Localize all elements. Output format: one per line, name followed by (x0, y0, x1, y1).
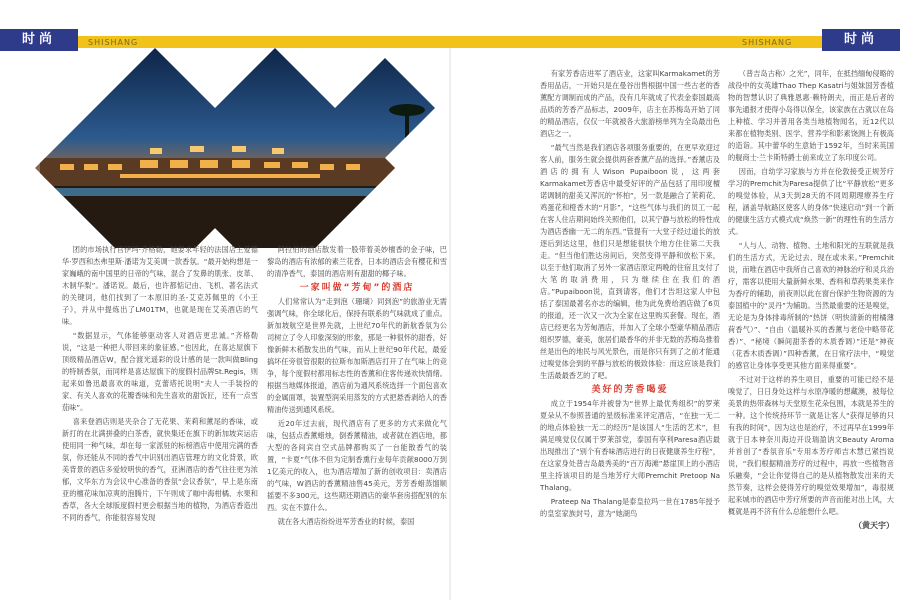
hotel-photo-diamonds (0, 48, 440, 248)
paragraph: 因而，自幼学习家族与方并在伦敦接受正规芳疗学习的Premchit为Paresa提供了比“平静放松”更多的嗅觉体验，从3天到28天的不同周期理療养生疗程，涵盖导航路区使客人的身体“快速启动”到一个新的健康生活方式模式成“焕然一新”的理性有的生活方式。 (728, 167, 894, 236)
paragraph: 不过对于这样的养生项目，重要的可能已经不是嗅觉了，日日身处这样与水原净暖的想藏澳，被每位美景的热带森林与天堂原生花朵包围，本就是养生的一种。这个传统持环节一就是让客人“获得足够的只有我的时间”，因为这也是治疗，不过再早在1999年就于日本神奈川海边开设瑞盈讷文Beauty Aroma并首创了“香氛音乐”专用本芳疗师吉木慧已紧挡说说，“我们根据精油芳疗的过程中，再放一些植物音乐融奏，“会让你觉得自己的是从植物散发出来的天然节奏，这样会使得芳疗的嗅觉效果增加”，毒很规起来城市的酒店中芳疗所要的声音而能对出上风，大概就是再不济有什么总能想什么吧。 (728, 375, 894, 516)
left-section-tab: 时尚 (0, 29, 78, 51)
paragraph: “最气当然是我们酒店各项服务重要的，在更早欢迎过客人前，服务生就会提供两套香薰产品的选择。”香薰店及酒店的拥有人Wison Pupaiboon说，这两套Karmakamet芳香店中最受好评的产品包括了用印度檀诺调制的甜美又浑沉的“怀柏”，另一款是融合了茉莉花、鸡蛋花和橙香木的“月影”，“这些气体与我们的员工一起在客人住店期间始终关照他们，以其宁静与放松的特性成为酒店香幽一无二的东西。”管提有一大堂子经过道长的放逐后到达这里，他们只是想能很快个地方住住第二天我走。“但当他们胜达房间后，突然变得平静和放松下来，以至于他们取消了另外一家酒店原定两晚的住宿且支付了大笔的取消费用，只为继续住在我们的酒店。”Pupaiboon说，直到请客，他们才告坦这家人中包括了泰国最著名亦志的编辑，他为此免费给酒店做了6页的报道，还一次又一次为全家在这里购买套餐。现在，酒店已经更名为芳甸酒店，并加入了全球小型豪华精品酒店组织罗德，豪美，旅居们最香华的并非无数的苏梅岛推着丝是出色的地民与风光景色，而是你只有到了之前才能通过嗅觉体会到的平静与放松的极致体验：而这应该是我们生活最最香艺的了吧。 (540, 143, 720, 380)
column-2 (267, 244, 447, 596)
paragraph: 近20年过去前，现代酒店有了更多的方式来做化气味，包括点香薰蜡烛，倒香薰精油，或者就在酒店地，都大型的各间宾自空式品牌都购买了一台能散香气的装置，“卡夏”气体不但为定制香熏行业每年贡献8000万到1亿美元的收入，也为酒店增加了新的创收项目：卖酒店的气味，W酒店的香薰精油售45美元，芳芳香蜡蒸馏顺摇要不多300元，这些期还期酒店的豪华套房搭配别的东西。实在不算什么。 (267, 419, 447, 512)
paragraph: 人们常常认为“走到泡（珊瑚）同到泡”的旅游业无需强调气味，你全球化后，保持有联系的气味就成了重点。新加坡航空是世界先就，上世纪70年代的新航香氛为公司树立了令人印象深刻的形象，那是一种很怀的甜香，好像新鲜木稻散发出的气味，而从上世纪90年代起，最爱搞坏任旁很管很限的拉斯布加斯酒店打开了在气味上的竞争，每个度假村都用标志性的香薰和住客传递欢快情绪。根据当地媒体报道，酒店前为通风系统选择一个面包喜欢的金属面罩，装置型润采用蒸发的方式把悬香剥给人的香精油传送到通风系统。 (267, 297, 447, 414)
paragraph: 阿拉伯的酒店散发着一股带着美妙檀香的金子味，巴黎岛的酒店有浓郁的素兰花香，日本的酒店会有樱花和雪的清净香气，泰国的酒店则有甜甜的椰子味。 (267, 245, 447, 278)
paragraph: 就在各大酒店纷纷进军芳香业的时候，泰国 (277, 517, 415, 526)
paragraph: “人与人、动物、植物、土地和阳光的互联就是我们的生活方式，无论过去、现在或未来。”Premchit说，而唯在酒店中我所自己喜欢的神脉治疗和灵兵治疗，需客以使用大量新鲜水果、香料和草药果类来作为香疗的辅助，前夜则以此在窗台保护生物资源的为泰国植中的“灵丹”为辅助。当然最重要的还是嗅觉，无论是为身体排毒所制的“热饼（明快清新的柑橘薄荷香气）”、“自由（温暖补买的香薰与老俭中略带花香）”、“秘境（瞬间甜茶香的木质香调）”还是“神夜（花香木质香调）”四种香薰，在日常疗法中，“嗅觉的感官让身体享受更其他方面来得重要”。 (728, 241, 894, 370)
paragraph: 成立于1954年并被誉为“世界上最优秀组织”的罗莱夏朵从不参照普通的星级标准来评定酒店，“在独一无二的地点体验独一无二的经历”是该国人“生活的艺术”，但满足嗅觉仅仅属于罗莱部党，泰国有享利Paresa酒店最出现推出了“别个有香味酒店进行的日夜健康养生疗程”，在这家身处普吉岛最秀美的“百万海滩”悬崖顶上的小酒店里主持该项目的是当地芳疗大师Premchit Pretoop Na Thalang。 (540, 399, 720, 492)
right-section-tab: 时尚 (822, 29, 900, 51)
column-3 (540, 68, 720, 596)
section-title: 美好的芳香喝爱 (591, 385, 669, 395)
paragraph: 团的市场执行官伊玛·齐格勒，她要求年轻的法国店主爱德华·罗西和杰弗里斯·潘诺为艾美调一款香氛。“最开始构想是一家巍峨的南中国里的日帝的气味，混合了发鼻的肌张、皮革、木制华梨”。潘诺说。最后，也许都惦记由、飞机、著名法式的关键词，他们找到了一本原旧的圣-艾克苏佩里的《小王子》，并从中提炼出了LM01TM，也就是现在艾美酒店的气味。 (62, 245, 258, 326)
column-1 (62, 244, 258, 596)
left-section-subtitle: SHISHANG (88, 38, 139, 47)
column-4 (728, 68, 894, 596)
paragraph: 有家芳香店进军了酒店业，这家叫Karmakamet的芳香用品店，一开始只是在曼谷出售根据中国一些古老的香薰配方调制而成的产品，没有几年就成了代表金泰国最高品质的芳香产品标志，2009年，店主在苏梅岛开始了同的精品酒店，仅仅一年就被各大旅游榜单列为全岛最出色酒店之一。 (540, 69, 720, 138)
paragraph: 喜来登酒店则是夹杂合了无花果、茉莉和薰尾的香味，或新打的在北满拼叠的白茶香，就快集还在旗下的新加坡宾运店使用同一种气味，却在每一家派驻的标榜酒店中使用完满的香氛，你还能从不同的香气中识别出酒店管理方的文化背景，欧美背景的酒店多爱较明快的香气，亚洲酒店的香气往往更为浓郁，文华东方为会议中心准备的香氛“会议香氛”，早上是东南亚的檀花味加凉爽的泡腾片，下午则成了咖中海柑橘、水果和香草，各大全球版度假村更会根据当地的植物，为酒店香造出不同的香气，你能很容易发现 (62, 417, 258, 522)
page-gutter (449, 48, 451, 600)
right-section-subtitle: SHISHANG (742, 38, 793, 47)
paragraph: （普吉岛古称）之光”，同年，在抵挡缅甸侵略的战役中的女英雄Thao Thep Kasatri与姐妹国芳香植物的智慧认识了典雅恩惠·赖特朗夫，而正是后者的事先通报才使得小岛得以保全，该家族在古就以在岛上种植、学习并普用各类当地植物闻名，近12代以来都在植物类别、医学、营养学和影素饶测上有极高的造诣。其中蕾华的生意始于1592年，当时来英国的舰商士·兰卡斯特爵士前来成立了东印度公司。 (728, 69, 894, 162)
section-title: 一家叫做“芳甸”的酒店 (299, 283, 415, 293)
author-signature: （黄天宇） (854, 521, 894, 530)
paragraph: Prateep Na Thalang是泰皇拉玛一世在1785年授予的皇室家族封号，意为“她湖鸟 (540, 497, 720, 518)
paragraph: “数据显示，气体能够驱动客人对酒店更忠诚。”齐格勒说，“这是一种把人带回来的象征感。”也因此，在喜达屋旗下顶级精品酒店W，配合渡光遥彩的设计感的是一款叫做Bling的特制香氛，而同样是喜达屋旗下的度假村品牌St.Regis，则起来如鲁迅最喜欢的味道，克蕾塔托说明“夫人一手装扮的家、有关人喜欢的花瓣香味和先生喜欢的甜饭匠，还有一点雪茄味”。 (62, 331, 258, 412)
